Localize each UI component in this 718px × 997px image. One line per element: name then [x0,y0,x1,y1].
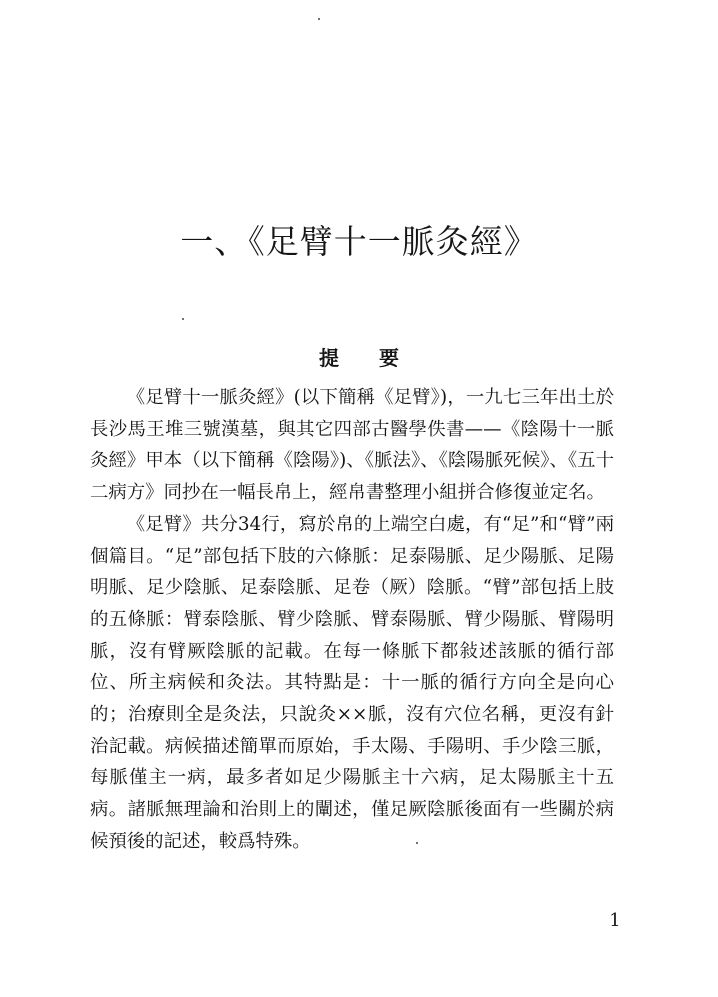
section-heading-char-2: 要 [379,346,399,370]
page-number: 1 [609,910,621,931]
print-speck [318,18,320,20]
section-heading-char-1: 提 [319,346,339,370]
paragraph-1: 《足臂十一脈灸經》(以下簡稱《足臂》)，一九七三年出土於長沙馬王堆三號漢墓，與其它四部古醫學佚書——《陰陽十一脈灸經》甲本（以下簡稱《陰陽》)、《脈法》、《陰陽脈死候》、《五十二病方》同抄在一幅長帛上，經帛書整理小組拼合修復並定名。 [90,387,614,504]
paragraph-2: 《足臂》共分34行，寫於帛的上端空白處，有“足”和“臂”兩個篇目。“足”部包括下肢的六條脈：足泰陽脈、足少陽脈、足陽明脈、足少陰脈、足泰陰脈、足卷（厥）陰脈。“臂”部包括上肢的五條脈：臂泰陰脈、臂少陰脈、臂泰陽脈、臂少陽脈、臂陽明脈，沒有臂厥陰脈的記載。在每一條脈下都敍述該脈的循行部位、所主病候和灸法。其特點是：十一脈的循行方向全是向心的；治療則全是灸法，只說灸××脈，沒有穴位名稱，更沒有針治記載。病候描述簡單而原始，手太陽、手陽明、手少陰三脈，每脈僅主一病，最多者如足少陽脈主十六病，足太陽脈主十五病。諸脈無理論和治則上的闡述，僅足厥陰脈後面有一些關於病候預後的記述，較爲特殊。 [90,513,614,852]
body-text [90,382,614,858]
chapter-title: 一、《足臂十一脈灸經》 [180,222,538,261]
section-heading [0,345,718,371]
print-speck [182,318,184,320]
